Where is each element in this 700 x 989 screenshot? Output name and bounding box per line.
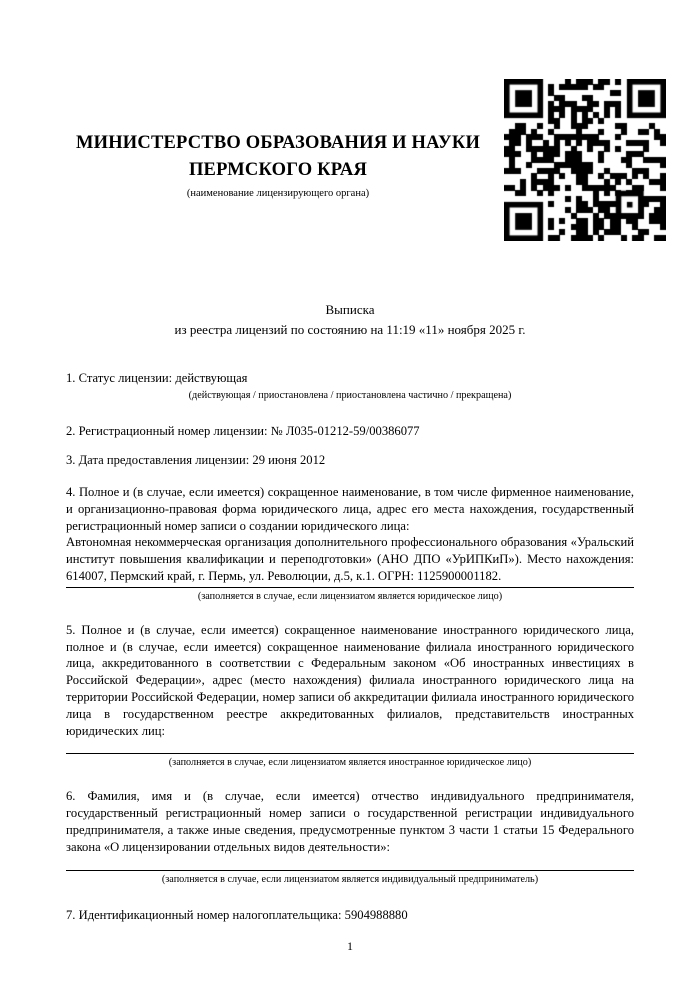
- document-title-line2: из реестра лицензий по состоянию на 11:19 «11» ноября 2025 г.: [174, 322, 526, 337]
- foreign-legal-entity-info: [66, 622, 634, 770]
- legal-entity-caption: (заполняется в случае, если лицензиатом является юридическое лицо): [197, 590, 503, 602]
- foreign-legal-entity-caption: (заполняется в случае, если лицензиатом является иностранное юридическое лицо): [168, 757, 532, 769]
- document-header: [0, 0, 700, 300]
- licensee-legal-entity-info: [66, 484, 634, 603]
- document-body: [0, 300, 700, 954]
- license-status-text: 1. Статус лицензии: действующая: [66, 371, 248, 385]
- page-number: 1: [347, 938, 353, 953]
- fill-in-line: [66, 753, 634, 754]
- license-registration-number: [66, 423, 634, 440]
- fill-in-line: [66, 587, 634, 588]
- license-grant-date-text: 3. Дата предоставления лицензии: 29 июня 2012: [66, 453, 326, 467]
- licensee-legal-entity-label: 4. Полное и (в случае, если имеется) сокращенное наименование, в том числе фирменное наименование, и организационно-правовая форма юридического лица, адрес его места нахождения, государственный регистрационный номер записи о создании юридического лица:: [66, 485, 634, 533]
- licensing-authority-block: [66, 130, 490, 200]
- individual-entrepreneur-label: 6. Фамилия, имя и (в случае, если имеется) отчество индивидуального предпринимателя, государственный регистрационный номер записи о государственной регистрации индивидуального предпринимателя, а также иные сведения, предусмотренные пунктом 3 части 1 статьи 15 Федерального закона «О лицензировании отдельных видов деятельности»:: [66, 789, 634, 854]
- taxpayer-id-text: 7. Идентификационный номер налогоплательщика: 5904988880: [66, 907, 408, 922]
- license-grant-date: [66, 452, 634, 469]
- ministry-name-line2: ПЕРМСКОГО КРАЯ: [188, 160, 368, 180]
- document-title: [66, 300, 634, 340]
- license-status: [66, 370, 634, 402]
- license-status-caption: (действующая / приостановлена / приостановлена частично / прекращена): [188, 390, 512, 401]
- taxpayer-id: [66, 907, 634, 924]
- foreign-legal-entity-label: 5. Полное и (в случае, если имеется) сокращенное наименование иностранного юридического лица, полное и (в случае, если имеется) сокращенное наименование филиала иностранного юридического лица, аккредитованного в соответствии с Федеральным законом «Об иностранных инвестициях в Российской Федерации», адрес (место нахождения) филиала иностранного юридического лица на территории Российской Федерации, номер записи об аккредитации филиала иностранного юридического лица в государственном реестре аккредитованных филиалов, представительств иностранных юридических лиц:: [66, 622, 634, 738]
- individual-entrepreneur-caption: (заполняется в случае, если лицензиатом является индивидуальный предприниматель): [161, 873, 539, 885]
- licensing-authority-caption: (наименование лицензирующего органа): [186, 188, 370, 199]
- document-title-line1: Выписка: [325, 302, 375, 317]
- fill-in-line: [66, 870, 634, 871]
- individual-entrepreneur-info: [66, 788, 634, 885]
- qr-code-icon: [504, 79, 666, 241]
- licensee-legal-entity-value: Автономная некоммерческая организация дополнительного профессионального образования «Уральский институт повышения квалификации и переподготовки» (АНО ДПО «УрИПКиП»). Место нахождения: 614007, Пермский край, г. Пермь, ул. Революции, д.5, к.1. ОГРН: 1125900001182.: [66, 535, 634, 583]
- ministry-name-line1: МИНИСТЕРСТВО ОБРАЗОВАНИЯ И НАУКИ: [75, 133, 481, 153]
- qr-code-container: [504, 79, 666, 241]
- license-registration-number-text: 2. Регистрационный номер лицензии: № Л035-01212-59/00386077: [66, 424, 420, 438]
